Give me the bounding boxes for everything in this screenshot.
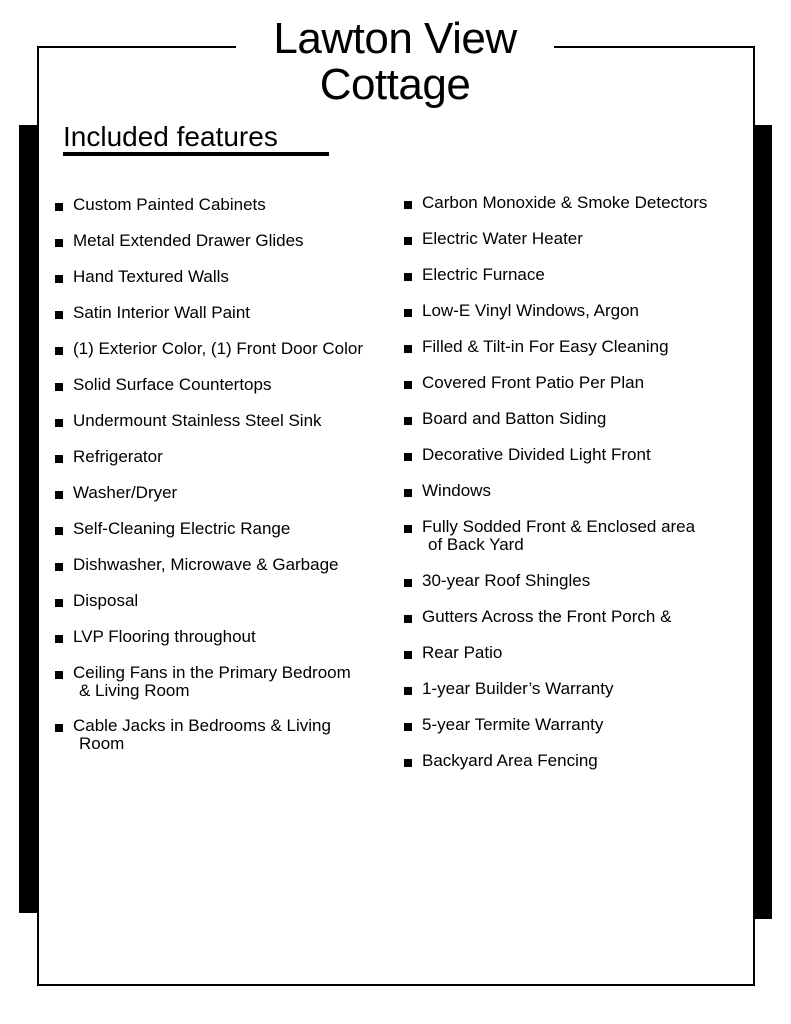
feature-text: Washer/Dryer bbox=[73, 483, 178, 502]
feature-text: Disposal bbox=[73, 591, 139, 610]
features-list-right bbox=[404, 194, 744, 788]
feature-item bbox=[404, 374, 744, 392]
feature-text-continuation: of Back Yard bbox=[428, 535, 524, 554]
feature-text: Electric Furnace bbox=[422, 265, 545, 284]
square-bullet-icon bbox=[404, 579, 412, 587]
feature-item bbox=[404, 194, 744, 212]
feature-item bbox=[404, 608, 744, 626]
feature-text: Undermount Stainless Steel Sink bbox=[73, 411, 322, 430]
heading-underline bbox=[63, 152, 329, 156]
square-bullet-icon bbox=[55, 527, 63, 535]
feature-text: Rear Patio bbox=[422, 643, 503, 662]
feature-item bbox=[404, 338, 744, 356]
square-bullet-icon bbox=[55, 239, 63, 247]
feature-item bbox=[404, 302, 744, 320]
feature-item bbox=[404, 680, 744, 698]
feature-text: Custom Painted Cabinets bbox=[73, 195, 266, 214]
square-bullet-icon bbox=[55, 203, 63, 211]
feature-text: 1-year Builder’s Warranty bbox=[422, 679, 614, 698]
title-line-2: Cottage bbox=[319, 60, 471, 109]
feature-item bbox=[55, 268, 390, 286]
square-bullet-icon bbox=[404, 453, 412, 461]
feature-item bbox=[404, 644, 744, 662]
feature-text: Ceiling Fans in the Primary Bedroom bbox=[73, 663, 351, 682]
square-bullet-icon bbox=[404, 273, 412, 281]
feature-item bbox=[55, 628, 390, 646]
feature-text: Carbon Monoxide & Smoke Detectors bbox=[422, 193, 708, 212]
feature-text: Hand Textured Walls bbox=[73, 267, 229, 286]
square-bullet-icon bbox=[55, 491, 63, 499]
feature-text: Refrigerator bbox=[73, 447, 163, 466]
title-line-1: Lawton View bbox=[273, 14, 517, 63]
feature-text: LVP Flooring throughout bbox=[73, 627, 256, 646]
feature-item bbox=[55, 340, 390, 358]
feature-item bbox=[55, 556, 390, 574]
feature-text: Dishwasher, Microwave & Garbage bbox=[73, 555, 339, 574]
feature-item bbox=[404, 230, 744, 248]
feature-item bbox=[55, 304, 390, 322]
feature-text: Backyard Area Fencing bbox=[422, 751, 598, 770]
square-bullet-icon bbox=[404, 381, 412, 389]
feature-item bbox=[404, 482, 744, 500]
square-bullet-icon bbox=[404, 309, 412, 317]
feature-item bbox=[55, 376, 390, 394]
feature-text: 30-year Roof Shingles bbox=[422, 571, 591, 590]
feature-text-continuation: & Living Room bbox=[79, 681, 190, 700]
feature-item bbox=[55, 592, 390, 610]
square-bullet-icon bbox=[404, 345, 412, 353]
right-accent-bar bbox=[753, 125, 772, 919]
feature-text: Electric Water Heater bbox=[422, 229, 583, 248]
section-heading: Included features bbox=[63, 121, 278, 152]
square-bullet-icon bbox=[404, 759, 412, 767]
square-bullet-icon bbox=[55, 347, 63, 355]
square-bullet-icon bbox=[404, 201, 412, 209]
square-bullet-icon bbox=[404, 723, 412, 731]
page-title bbox=[236, 16, 554, 108]
feature-item bbox=[404, 572, 744, 590]
feature-text: Solid Surface Countertops bbox=[73, 375, 272, 394]
square-bullet-icon bbox=[404, 615, 412, 623]
square-bullet-icon bbox=[404, 687, 412, 695]
feature-text: Windows bbox=[422, 481, 491, 500]
feature-item bbox=[55, 448, 390, 466]
feature-item bbox=[404, 518, 744, 554]
feature-text: Satin Interior Wall Paint bbox=[73, 303, 250, 322]
feature-item bbox=[55, 717, 390, 753]
feature-text: Self-Cleaning Electric Range bbox=[73, 519, 291, 538]
feature-text: Covered Front Patio Per Plan bbox=[422, 373, 645, 392]
feature-item bbox=[55, 484, 390, 502]
feature-item bbox=[404, 266, 744, 284]
feature-text: Board and Batton Siding bbox=[422, 409, 607, 428]
feature-text-continuation: Room bbox=[79, 734, 125, 753]
square-bullet-icon bbox=[55, 311, 63, 319]
feature-text: Metal Extended Drawer Glides bbox=[73, 231, 304, 250]
feature-text: Decorative Divided Light Front bbox=[422, 445, 651, 464]
feature-item bbox=[404, 410, 744, 428]
feature-text: Gutters Across the Front Porch & bbox=[422, 607, 672, 626]
feature-item bbox=[55, 196, 390, 214]
square-bullet-icon bbox=[404, 651, 412, 659]
feature-item bbox=[55, 520, 390, 538]
feature-text: Filled & Tilt-in For Easy Cleaning bbox=[422, 337, 669, 356]
feature-item bbox=[55, 232, 390, 250]
square-bullet-icon bbox=[55, 563, 63, 571]
square-bullet-icon bbox=[55, 455, 63, 463]
square-bullet-icon bbox=[55, 383, 63, 391]
feature-text: Cable Jacks in Bedrooms & Living bbox=[73, 716, 331, 735]
square-bullet-icon bbox=[55, 275, 63, 283]
left-accent-bar bbox=[19, 125, 38, 913]
square-bullet-icon bbox=[404, 489, 412, 497]
feature-item bbox=[404, 446, 744, 464]
feature-text: 5-year Termite Warranty bbox=[422, 715, 604, 734]
square-bullet-icon bbox=[55, 635, 63, 643]
feature-text: Fully Sodded Front & Enclosed area bbox=[422, 517, 696, 536]
feature-item bbox=[55, 664, 390, 700]
feature-text: Low-E Vinyl Windows, Argon bbox=[422, 301, 640, 320]
feature-item bbox=[404, 716, 744, 734]
feature-item bbox=[404, 752, 744, 770]
square-bullet-icon bbox=[404, 417, 412, 425]
square-bullet-icon bbox=[55, 671, 63, 679]
square-bullet-icon bbox=[55, 724, 63, 732]
feature-item bbox=[55, 412, 390, 430]
features-list-left bbox=[55, 196, 390, 770]
square-bullet-icon bbox=[404, 525, 412, 533]
square-bullet-icon bbox=[55, 599, 63, 607]
square-bullet-icon bbox=[55, 419, 63, 427]
feature-text: (1) Exterior Color, (1) Front Door Color bbox=[73, 339, 364, 358]
square-bullet-icon bbox=[404, 237, 412, 245]
